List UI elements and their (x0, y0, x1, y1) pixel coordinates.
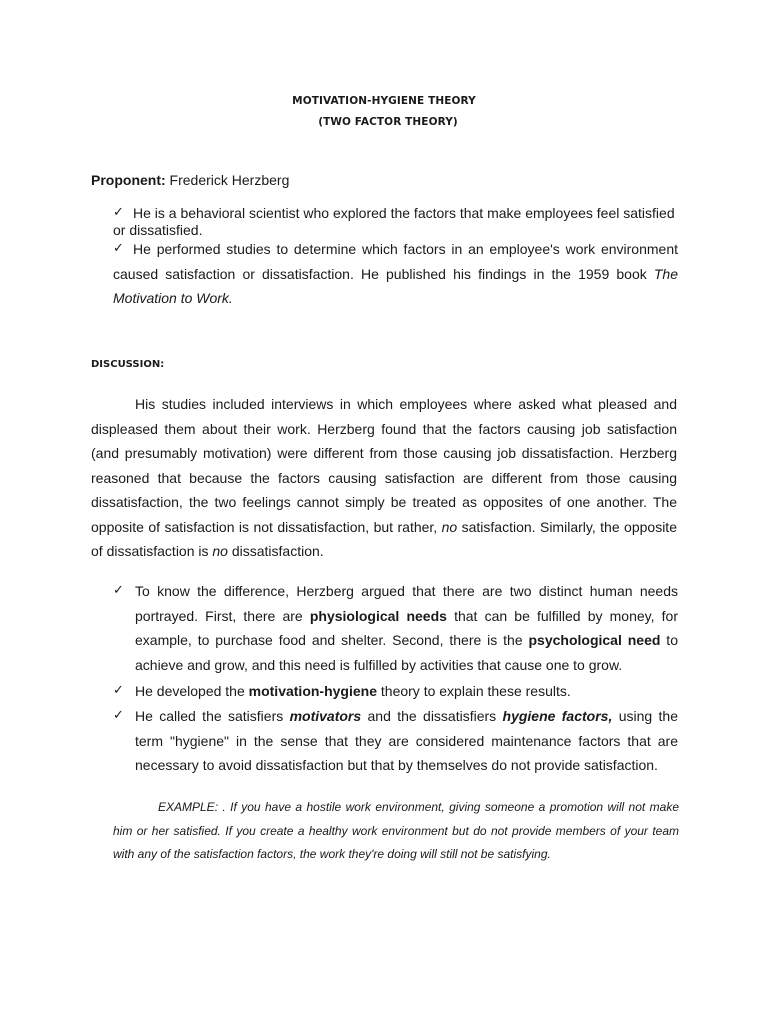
intro-bullet-1-line-2: or dissatisfied. (113, 222, 203, 238)
text-run: satisfaction. Similarly, the opposite of dissatisfaction is (91, 518, 677, 559)
text-run: using the term "hygiene" in the sense that they are considered maintenance factors that are necessary to avoid dissatisfaction but that by themselves do not provide satisfaction. (135, 708, 678, 773)
document-subtitle: (TWO FACTOR THEORY) (318, 116, 458, 128)
bold-term: hygiene factors, (502, 708, 613, 724)
text-run: His studies included interviews in which employees where asked what pleased and displeased them about their work. Herzberg found that the factors causing job satisfaction (and presumably motivation) were different from those causing job dissatisfaction. Herzberg reasoned that because the factors causing satisfaction are different from those causing dissatisfaction, the two feelings cannot simply be treated as opposites of one another. The opposite of satisfaction is not dissatisfaction, but rather, (91, 396, 677, 535)
text-run: to achieve and grow, and this need is fulfilled by activities that cause one to grow. (135, 632, 678, 673)
discussion-bullet-2 (135, 679, 678, 704)
bold-term: psychological need (528, 632, 661, 648)
example-paragraph: EXAMPLE: . If you have a hostile work environment, giving someone a promotion will not make him or her satisfied. If you create a healthy work environment but do not provide members of your team with any of the satisfaction factors, the work they're doing will still not be satisfying. (113, 800, 679, 861)
italic-term: no (212, 543, 228, 559)
check-icon: ✓ (113, 583, 124, 598)
bold-term: physiological needs (309, 607, 447, 624)
text-run: theory to explain these results. (377, 683, 571, 699)
discussion-bullet-3 (135, 704, 678, 778)
proponent-line (91, 172, 289, 188)
discussion-bullet-1 (135, 579, 678, 677)
text-run: dissatisfaction. (227, 543, 324, 559)
check-icon: ✓ (113, 241, 124, 256)
italic-term: The Motivation to Work. (113, 265, 678, 306)
text-run: To know the difference, Herzberg argued that there are two distinct human needs portrayed. First, there are (135, 583, 678, 624)
check-icon: ✓ (113, 708, 124, 723)
proponent-name: Frederick Herzberg (165, 172, 290, 188)
intro-bullet-1-line-1: He is a behavioral scientist who explored the factors that make employees feel satisfied (133, 205, 675, 221)
italic-term: no (441, 518, 458, 535)
bold-term: motivation-hygiene (248, 683, 377, 699)
text-run: that can be fulfilled by money, for example, to purchase food and shelter. Second, there is the (135, 607, 678, 648)
discussion-heading: DISCUSSION: (91, 359, 165, 370)
proponent-label: Proponent: (91, 172, 166, 188)
text-run: He performed studies to determine which factors in an employee's work environment caused satisfaction or dissatisfaction. He published his findings in the 1959 book (113, 241, 678, 282)
text-run: He developed the (135, 683, 249, 699)
check-icon: ✓ (113, 205, 124, 220)
document-title: MOTIVATION-HYGIENE THEORY (292, 95, 476, 107)
text-run: He called the satisfiers (135, 708, 290, 724)
intro-bullet-2 (113, 237, 678, 311)
bold-term: motivators (289, 708, 362, 724)
check-icon: ✓ (113, 683, 124, 698)
text-run: and the dissatisfiers (361, 708, 503, 724)
discussion-paragraph (91, 392, 677, 564)
